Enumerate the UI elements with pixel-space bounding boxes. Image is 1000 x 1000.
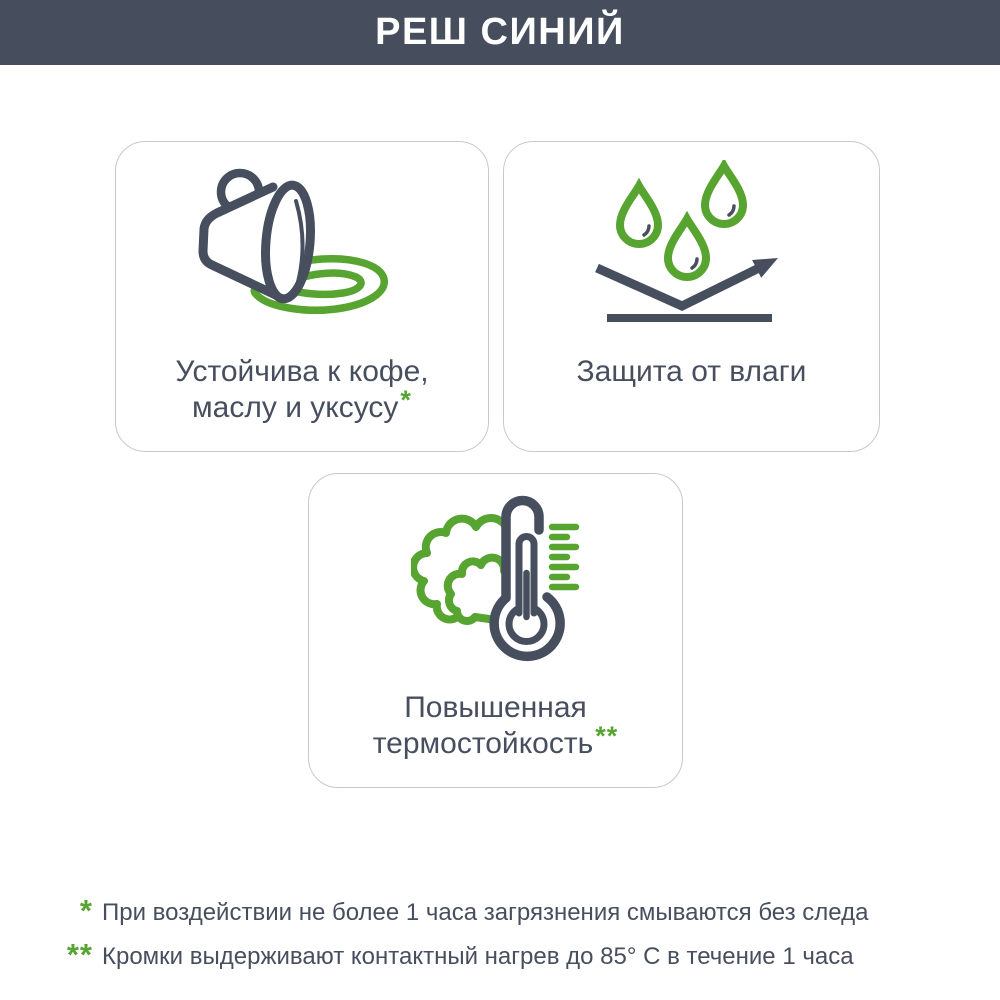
footnote-marker-ref: **: [595, 721, 619, 751]
caption-line-1: Устойчива к кофе,: [175, 355, 429, 388]
caption-line-2: маслу и уксусу: [192, 391, 399, 424]
footnote-text: При воздействии не более 1 часа загрязнения смываются без следа: [102, 899, 869, 926]
caption-line-2: термостойкость: [372, 727, 594, 760]
feature-caption: [175, 353, 428, 427]
asterisk-marker: *: [79, 893, 93, 928]
footnote-text: Кромки выдерживают контактный нагрев до 85° C в течение 1 часа: [102, 943, 854, 970]
cup-spill-icon-svg: [195, 165, 410, 330]
mug: [203, 173, 315, 301]
water-droplet: [668, 219, 706, 277]
cup-spill-icon: [116, 142, 488, 353]
page-title: РЕШ СИНИЙ: [375, 11, 625, 53]
footnotes: [0, 893, 1000, 985]
caption-line-1: Повышенная: [404, 691, 587, 724]
scale-ticks: [552, 527, 576, 587]
feature-card-stain-resistance: [115, 141, 489, 452]
feature-card-moisture-protection: [503, 141, 880, 452]
water-repel-icon-svg: [592, 160, 792, 335]
thermometer-steam-icon-svg: [411, 487, 581, 677]
thermometer-steam-icon: [309, 474, 682, 689]
water-droplet: [705, 166, 743, 224]
footnote-1: [0, 893, 1000, 928]
water-repel-icon: [504, 142, 879, 353]
feature-card-heat-resistance: [308, 473, 683, 788]
thermometer: [494, 500, 576, 656]
feature-caption: [373, 689, 618, 763]
footnote-marker-ref: *: [400, 385, 412, 415]
footnote-2: [0, 937, 1000, 972]
water-droplet: [620, 186, 658, 244]
asterisk-marker: **: [66, 937, 93, 972]
caption-line-1: Защита от влаги: [576, 355, 807, 388]
feature-caption: [577, 353, 807, 427]
header-bar: [0, 0, 1000, 65]
